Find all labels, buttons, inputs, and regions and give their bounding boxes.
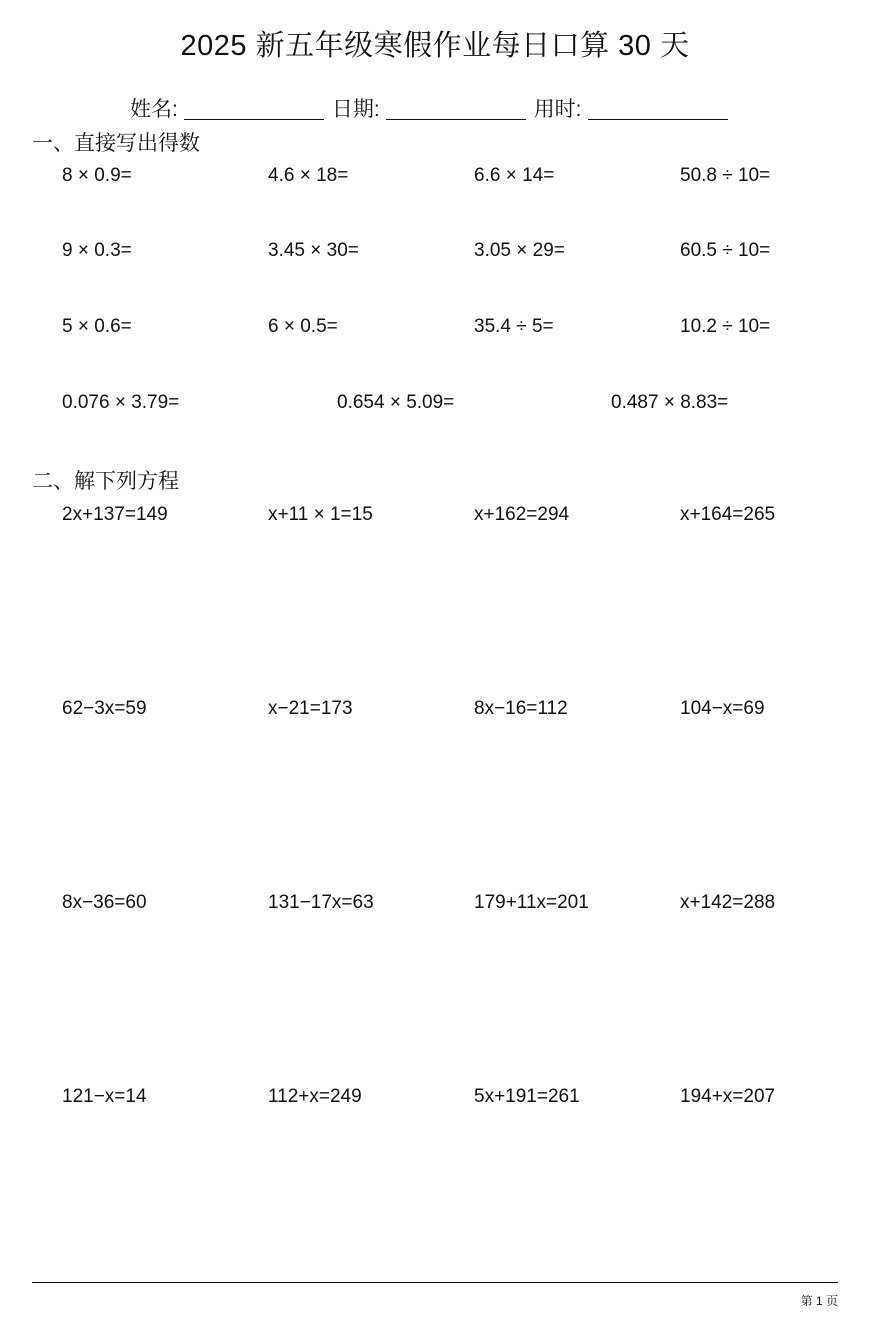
equation-problem: 179+11x=201 <box>474 892 589 913</box>
arithmetic-problem: 10.2 ÷ 10= <box>680 316 771 337</box>
date-blank-line[interactable] <box>386 97 526 120</box>
worksheet-title: 2025 新五年级寒假作业每日口算 30 天 <box>180 30 690 62</box>
arithmetic-problem: 0.076 × 3.79= <box>62 392 180 413</box>
name-blank-line[interactable] <box>184 97 324 120</box>
arithmetic-row <box>62 162 862 190</box>
arithmetic-problem: 8 × 0.9= <box>62 165 132 186</box>
equation-problem: 121−x=14 <box>62 1086 147 1107</box>
arithmetic-problem: 9 × 0.3= <box>62 240 132 261</box>
name-field[interactable] <box>130 94 324 122</box>
arithmetic-problem: 35.4 ÷ 5= <box>474 316 554 337</box>
arithmetic-problem: 0.654 × 5.09= <box>337 392 455 413</box>
page-number: 第 1 页 <box>800 1294 838 1308</box>
arithmetic-row <box>62 313 862 341</box>
equation-problem: 62−3x=59 <box>62 698 147 719</box>
equation-problem: 5x+191=261 <box>474 1086 580 1107</box>
equation-problem: 8x−16=112 <box>474 698 568 719</box>
arithmetic-problem: 3.05 × 29= <box>474 240 565 261</box>
equation-row <box>62 695 862 723</box>
equation-problem: 8x−36=60 <box>62 892 147 913</box>
date-label: 日期: <box>331 98 380 121</box>
section-heading-direct-answers: 一、直接写出得数 <box>32 132 200 155</box>
equation-problem: x+11 × 1=15 <box>268 504 373 525</box>
equation-problem: 112+x=249 <box>268 1086 362 1107</box>
equation-row <box>62 889 862 917</box>
arithmetic-problem: 3.45 × 30= <box>268 240 359 261</box>
equation-problem: 194+x=207 <box>680 1086 776 1107</box>
arithmetic-problem: 6 × 0.5= <box>268 316 338 337</box>
equation-problem: 131−17x=63 <box>268 892 374 913</box>
equation-problem: x+162=294 <box>474 504 570 525</box>
time-used-field[interactable] <box>534 94 728 122</box>
arithmetic-problem: 60.5 ÷ 10= <box>680 240 771 261</box>
equation-problem: x+142=288 <box>680 892 776 913</box>
equation-problem: x+164=265 <box>680 504 776 525</box>
equation-row <box>62 501 862 529</box>
time-used-label: 用时: <box>533 98 582 121</box>
arithmetic-row <box>62 237 862 265</box>
name-label: 姓名: <box>130 98 178 121</box>
arithmetic-row <box>62 389 862 417</box>
arithmetic-problem: 4.6 × 18= <box>268 165 349 186</box>
time-used-blank-line[interactable] <box>588 97 728 120</box>
equation-problem: x−21=173 <box>268 698 353 719</box>
arithmetic-problem: 0.487 × 8.83= <box>611 392 729 413</box>
arithmetic-problem: 50.8 ÷ 10= <box>680 165 771 186</box>
arithmetic-problem: 6.6 × 14= <box>474 165 555 186</box>
footer-divider <box>32 1282 838 1283</box>
date-field[interactable] <box>332 94 526 122</box>
student-info-line <box>130 94 770 122</box>
equation-problem: 104−x=69 <box>680 698 765 719</box>
equation-problem: 2x+137=149 <box>62 504 168 525</box>
section-heading-equations: 二、解下列方程 <box>32 470 179 493</box>
arithmetic-problem: 5 × 0.6= <box>62 316 132 337</box>
equation-row <box>62 1083 862 1111</box>
